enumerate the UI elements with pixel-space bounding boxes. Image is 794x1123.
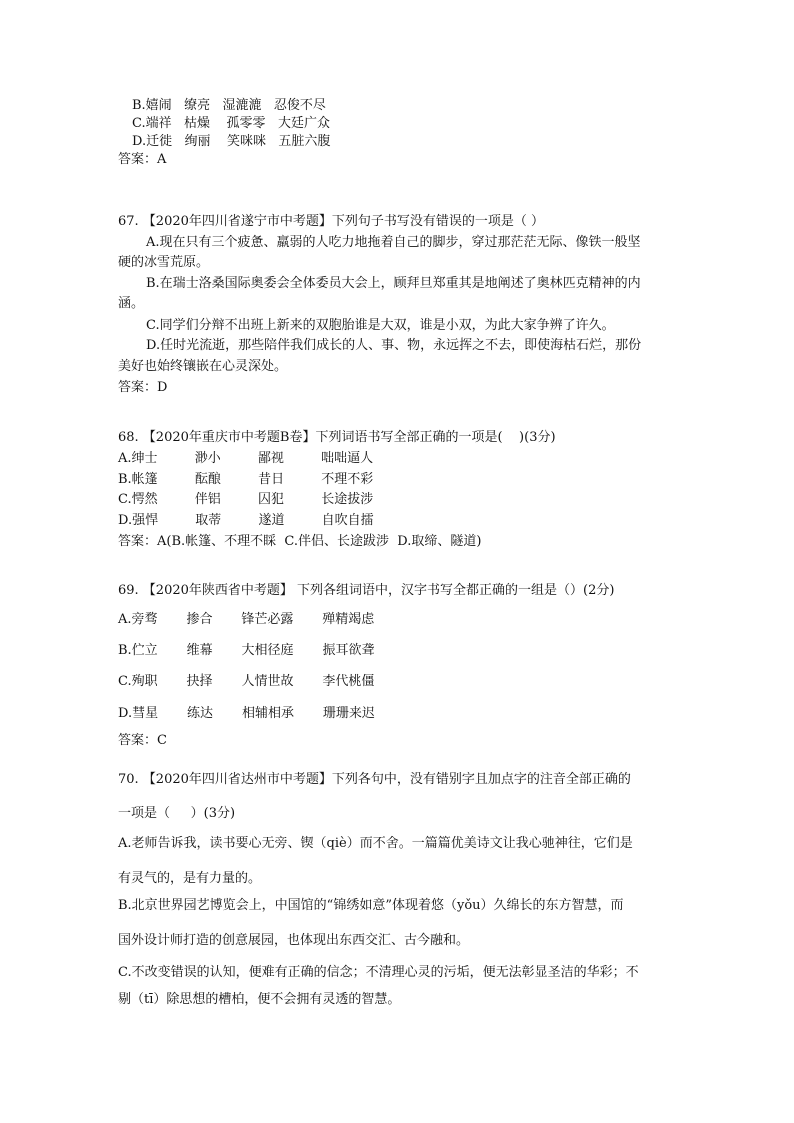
- q67-option-b-2: 涵。: [118, 296, 145, 311]
- question-67-title: 67. 【2020年四川省遂宁市中考题】下列句子书写没有错误的一项是（ ）: [118, 214, 545, 229]
- option-b-words: B.嬉闹 缭亮 湿漉漉 忍俊不尽: [132, 98, 326, 113]
- q69-option-a: A.旁骛 掺合 锋芒必露 殚精竭虑: [118, 612, 375, 627]
- q67-option-b-1: B.在瑞士洛桑国际奥委会全体委员大会上，顾拜旦郑重其是地阐述了奥林匹克精神的内: [146, 276, 641, 291]
- option-c-words: C.端祥 枯燥 孤零零 大廷广众: [132, 116, 330, 131]
- q69-answer: 答案：C: [118, 733, 167, 748]
- q68-option-c: C.愕然 伴铝 囚犯 长途拔涉: [118, 492, 374, 507]
- answer: 答案：A: [118, 152, 167, 167]
- q70-option-b-1: B.北京世界园艺博览会上，中国馆的“锦绣如意”体现着悠（yǒu）久绵长的东方智慧，而: [118, 898, 624, 913]
- question-68-title: 68. 【2020年重庆市中考题B卷】下列词语书写全部正确的一项是( )(3分): [118, 430, 556, 445]
- q67-option-a-1: A.现在只有三个疲惫、羸弱的人吃力地拖着自己的脚步，穿过那茫茫无际、像铁一般坚: [146, 235, 641, 250]
- q69-option-b: B.伫立 维幕 大相径庭 振耳欲聋: [118, 643, 375, 658]
- q68-answer: 答案：A(B.帐篷、不理不睬 C.伴侣、长途跋涉 D.取缔、隧道): [118, 534, 482, 549]
- option-d-words: D.迁徙 绚丽 笑咪咪 五脏六腹: [132, 134, 331, 149]
- q69-option-d: D.彗星 练达 相辅相承 珊珊来迟: [118, 706, 375, 721]
- q67-option-d-2: 美好也始终镶嵌在心灵深处。: [118, 359, 288, 374]
- q68-option-b: B.帐篷 酝酿 昔日 不理不彩: [118, 472, 374, 487]
- question-69-title: 69. 【2020年陕西省中考题】 下列各组词语中，汉字书写全都正确的一组是（）(2分): [118, 583, 615, 598]
- q68-option-d: D.强悍 取蒂 遂道 自吹自擂: [118, 513, 374, 528]
- q67-option-d-1: D.任时光流逝，那些陪伴我们成长的人、事、物，永远挥之不去，即使海枯石烂，那份: [146, 338, 642, 353]
- q67-answer: 答案：D: [118, 380, 168, 395]
- q69-option-c: C.殉职 抉择 人情世故 李代桃僵: [118, 674, 375, 689]
- q67-option-c: C.同学们分辩不出班上新来的双胞胎谁是大双，谁是小双，为此大家争辨了许久。: [146, 318, 615, 333]
- q67-option-a-2: 硬的冰雪荒原。: [118, 255, 210, 270]
- q70-option-b-2: 国外设计师打造的创意展园，也体现出东西交汇、古今融和。: [118, 933, 470, 948]
- q70-option-c-2: 剔（tī）除思想的槽柏，便不会拥有灵透的智慧。: [118, 992, 401, 1007]
- q70-option-a-2: 有灵气的，是有力量的。: [118, 871, 262, 886]
- q68-option-a: A.绅士 渺小 鄙视 咄咄逼人: [118, 451, 374, 466]
- q70-option-a-1: A.老师告诉我，读书要心无旁、锲（qiè）而不舍。一篇篇优美诗文让我心驰神往，它们是: [118, 836, 633, 851]
- question-70-title-cont: 一项是（ ）(3分): [118, 806, 236, 821]
- question-70-title: 70. 【2020年四川省达州市中考题】下列各句中，没有错别字且加点字的注音全部正确的: [118, 772, 631, 787]
- q70-option-c-1: C.不改变错误的认知，便难有正确的信念；不清理心灵的污垢，便无法彰显圣洁的华彩；不: [118, 965, 639, 980]
